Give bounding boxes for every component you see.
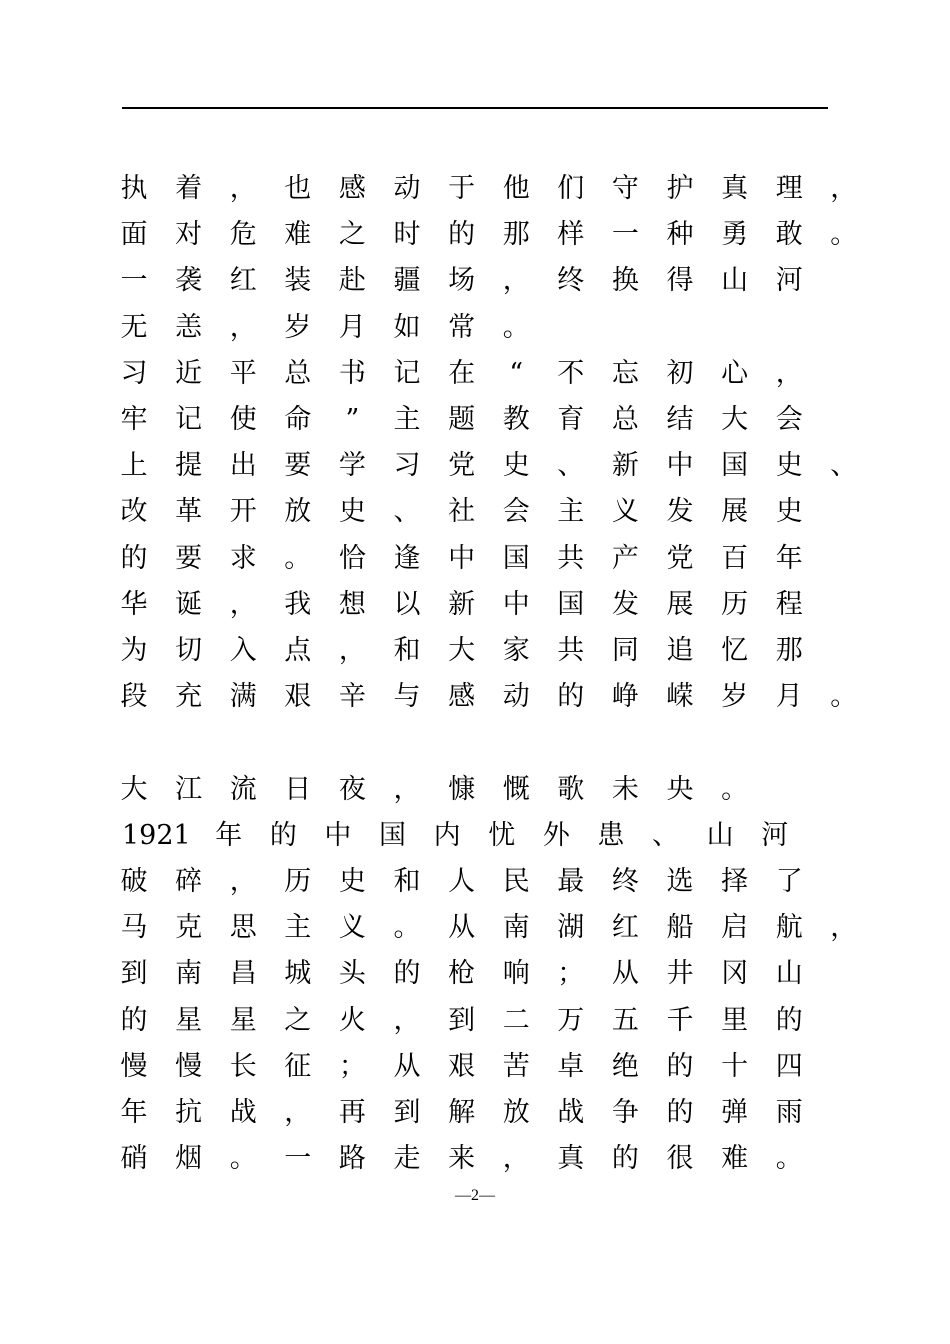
text-char: 。 — [502, 311, 530, 343]
text-char: 慨 — [502, 773, 530, 805]
text-char: 场 — [448, 265, 476, 297]
text-char: 年 — [775, 542, 803, 574]
text-char: 华 — [120, 588, 148, 620]
text-char: 日 — [284, 773, 312, 805]
text-char: 放 — [284, 496, 312, 528]
text-char: 冈 — [721, 958, 749, 990]
text-char: 逢 — [393, 542, 421, 574]
text-char: 未 — [611, 773, 639, 805]
text-char: 。 — [830, 681, 858, 713]
text-char: 十 — [721, 1050, 749, 1082]
text-char: 山 — [706, 819, 734, 851]
text-char: 破 — [120, 866, 148, 897]
text-char: 山 — [721, 265, 749, 297]
text-char: 史 — [775, 496, 803, 528]
text-char: 城 — [284, 958, 312, 990]
text-char: 、 — [557, 450, 585, 482]
text-char: ， — [502, 1143, 530, 1175]
text-char: 国 — [502, 542, 530, 574]
text-char: 择 — [721, 866, 749, 897]
text-char: 二 — [502, 1004, 530, 1036]
text-char: 中 — [448, 542, 476, 574]
text-char: 千 — [666, 1004, 694, 1036]
text-char: 到 — [120, 958, 148, 990]
text-char: 的 — [269, 819, 297, 851]
text-char: ， — [775, 357, 803, 389]
text-char: 以 — [393, 588, 421, 620]
text-char: 和 — [393, 866, 421, 897]
text-char: 选 — [666, 866, 694, 897]
text-char: ， — [229, 311, 257, 343]
text-char: 不 — [557, 357, 585, 389]
text-char: 长 — [229, 1050, 257, 1082]
text-char: 难 — [721, 1143, 749, 1175]
text-char: 他 — [502, 173, 530, 204]
text-char: 星 — [229, 1004, 257, 1036]
text-char: 史 — [338, 866, 366, 897]
text-char: 很 — [666, 1143, 694, 1175]
text-char: 如 — [393, 311, 421, 343]
text-char: 里 — [721, 1004, 749, 1036]
text-char: 五 — [611, 1004, 639, 1036]
text-char: 民 — [502, 866, 530, 897]
text-char: 中 — [502, 588, 530, 620]
text-char: 历 — [284, 866, 312, 897]
text-char: 、 — [830, 450, 858, 482]
text-char: ， — [502, 265, 530, 297]
text-char: 主 — [557, 496, 585, 528]
text-char: 。 — [721, 773, 749, 805]
text-char: 马 — [120, 912, 148, 944]
text-char: 满 — [229, 681, 257, 713]
text-char: 雨 — [775, 1097, 803, 1128]
text-char: 义 — [611, 496, 639, 528]
text-char: 总 — [284, 357, 312, 389]
text-char: 外 — [542, 819, 570, 851]
text-char: 到 — [393, 1097, 421, 1128]
text-char: 绝 — [611, 1050, 639, 1082]
text-char: 展 — [721, 496, 749, 528]
text-char: 也 — [284, 173, 312, 204]
text-char: 那 — [775, 635, 803, 666]
text-char: 常 — [448, 311, 476, 343]
text-char: ； — [557, 958, 585, 990]
text-char: 初 — [666, 357, 694, 389]
text-char: 年 — [215, 819, 243, 851]
text-char: 之 — [284, 1004, 312, 1036]
text-char: ， — [338, 635, 366, 666]
text-char: 无 — [120, 311, 148, 343]
text-char: 患 — [597, 819, 625, 851]
text-char: 的 — [448, 219, 476, 251]
text-char: 忘 — [611, 357, 639, 389]
text-char: 四 — [775, 1050, 803, 1082]
text-char: 勇 — [721, 219, 749, 251]
text-char: 同 — [611, 635, 639, 666]
text-char: 感 — [338, 173, 366, 204]
text-char: 井 — [666, 958, 694, 990]
text-char: 大 — [448, 635, 476, 666]
text-char: 中 — [666, 450, 694, 482]
text-char: 年 — [120, 1097, 148, 1128]
text-char: 改 — [120, 496, 148, 528]
text-char: 山 — [775, 958, 803, 990]
text-char: 火 — [338, 1004, 366, 1036]
text-char: 路 — [338, 1143, 366, 1175]
text-char: 。 — [830, 219, 858, 251]
text-char: 南 — [175, 958, 203, 990]
text-char: 战 — [557, 1097, 585, 1128]
text-char: 们 — [557, 173, 585, 204]
text-char: 要 — [175, 542, 203, 574]
text-char: 一 — [611, 219, 639, 251]
text-char: 求 — [229, 542, 257, 574]
text-char: 习 — [393, 450, 421, 482]
text-char: 红 — [229, 265, 257, 297]
text-char: 记 — [175, 404, 203, 435]
text-char: 新 — [448, 588, 476, 620]
text-char: 从 — [393, 1050, 421, 1082]
text-char: 忆 — [721, 635, 749, 666]
text-char: 辛 — [338, 681, 366, 713]
text-char: 终 — [557, 265, 585, 297]
text-char: 思 — [229, 912, 257, 944]
text-char: 史 — [502, 450, 530, 482]
text-char: 卓 — [557, 1050, 585, 1082]
text-char: 湖 — [557, 912, 585, 944]
text-char: 恰 — [338, 542, 366, 574]
text-char: 为 — [120, 635, 148, 666]
text-char: 义 — [338, 912, 366, 944]
text-char: 河 — [761, 819, 789, 851]
text-char: 动 — [393, 173, 421, 204]
text-char: 共 — [557, 542, 585, 574]
text-char: 对 — [175, 219, 203, 251]
text-char: 样 — [557, 219, 585, 251]
text-char: 的 — [775, 1004, 803, 1036]
text-char: 上 — [120, 450, 148, 482]
text-char: 苦 — [502, 1050, 530, 1082]
text-char: 那 — [502, 219, 530, 251]
text-char: 记 — [393, 357, 421, 389]
text-char: 船 — [666, 912, 694, 944]
text-char: 党 — [666, 542, 694, 574]
text-char: 书 — [338, 357, 366, 389]
text-char: “ — [509, 357, 524, 389]
text-char: 。 — [393, 912, 421, 944]
text-char: 碎 — [175, 866, 203, 897]
text-char: ， — [393, 773, 421, 805]
text-char: 发 — [611, 588, 639, 620]
text-char: 烟 — [175, 1143, 203, 1175]
text-char: ， — [229, 866, 257, 897]
text-char: 的 — [611, 1143, 639, 1175]
text-char: 段 — [120, 681, 148, 713]
text-char: 大 — [721, 404, 749, 435]
text-char: 恙 — [175, 311, 203, 343]
text-char: 从 — [448, 912, 476, 944]
text-char: 放 — [502, 1097, 530, 1128]
text-char: 习 — [120, 357, 148, 389]
text-char: 抗 — [175, 1097, 203, 1128]
text-char: 内 — [433, 819, 461, 851]
text-char: ， — [393, 1004, 421, 1036]
text-char: 主 — [284, 912, 312, 944]
text-char: 、 — [652, 819, 680, 851]
text-char: 诞 — [175, 588, 203, 620]
text-char: 守 — [611, 173, 639, 204]
text-char: 国 — [721, 450, 749, 482]
text-char: 育 — [557, 404, 585, 435]
text-char: 学 — [338, 450, 366, 482]
text-char: 枪 — [448, 958, 476, 990]
text-char: 的 — [393, 958, 421, 990]
text-char: 中 — [324, 819, 352, 851]
text-char: 夜 — [338, 773, 366, 805]
text-char: 点 — [284, 635, 312, 666]
text-char: 会 — [775, 404, 803, 435]
text-char: 题 — [448, 404, 476, 435]
text-char: 使 — [229, 404, 257, 435]
text-char: 到 — [448, 1004, 476, 1036]
text-char: 艰 — [284, 681, 312, 713]
text-char: 要 — [284, 450, 312, 482]
text-char: 嵘 — [666, 681, 694, 713]
text-char: 面 — [120, 219, 148, 251]
text-char: 总 — [611, 404, 639, 435]
text-char: 红 — [611, 912, 639, 944]
text-char: 南 — [502, 912, 530, 944]
text-char: 史 — [775, 450, 803, 482]
text-char: 在 — [448, 357, 476, 389]
text-char: 的 — [557, 681, 585, 713]
text-char: 理 — [775, 173, 803, 204]
text-char: 慢 — [120, 1050, 148, 1082]
text-char: 了 — [775, 866, 803, 897]
text-char: 国 — [557, 588, 585, 620]
text-char: 的 — [120, 1004, 148, 1036]
text-char: 着 — [175, 173, 203, 204]
page-number: —2— — [455, 1187, 495, 1204]
text-char: 走 — [393, 1143, 421, 1175]
text-char: 忧 — [488, 819, 516, 851]
text-char: 近 — [175, 357, 203, 389]
text-char: 终 — [611, 866, 639, 897]
text-char: 河 — [775, 265, 803, 297]
text-char: 的 — [666, 1050, 694, 1082]
text-char: 牢 — [120, 404, 148, 435]
text-char: ， — [284, 1097, 312, 1128]
text-char: 袭 — [175, 265, 203, 297]
text-char: 岁 — [284, 311, 312, 343]
text-char: 一 — [120, 265, 148, 297]
text-char: 和 — [393, 635, 421, 666]
text-char: 会 — [502, 496, 530, 528]
text-char: 社 — [448, 496, 476, 528]
text-char: 提 — [175, 450, 203, 482]
text-char: 产 — [611, 542, 639, 574]
text-char: 月 — [775, 681, 803, 713]
text-char: 岁 — [721, 681, 749, 713]
text-char: ， — [830, 912, 858, 944]
text-char: 执 — [120, 173, 148, 204]
text-char: 历 — [721, 588, 749, 620]
text-char: 家 — [502, 635, 530, 666]
text-char: 真 — [721, 173, 749, 204]
text-char: 解 — [448, 1097, 476, 1128]
text-char: 人 — [448, 866, 476, 897]
text-char: 教 — [502, 404, 530, 435]
text-char: 党 — [448, 450, 476, 482]
text-char: 的 — [666, 1097, 694, 1128]
text-char: 硝 — [120, 1143, 148, 1175]
text-char: 大 — [120, 773, 148, 805]
text-char: 开 — [229, 496, 257, 528]
text-char: 切 — [175, 635, 203, 666]
text-char: 得 — [666, 265, 694, 297]
text-char: 出 — [229, 450, 257, 482]
text-char: 响 — [502, 958, 530, 990]
text-char: ， — [229, 588, 257, 620]
text-char: 。 — [284, 542, 312, 574]
text-char: 、 — [393, 496, 421, 528]
text-char: 最 — [557, 866, 585, 897]
text-char: 1921 — [122, 819, 191, 851]
text-char: 昌 — [229, 958, 257, 990]
text-char: 头 — [338, 958, 366, 990]
text-char: 真 — [557, 1143, 585, 1175]
text-char: 心 — [721, 357, 749, 389]
text-char: 再 — [338, 1097, 366, 1128]
text-char: 展 — [666, 588, 694, 620]
text-char: 战 — [229, 1097, 257, 1128]
text-char: 峥 — [611, 681, 639, 713]
text-char: 入 — [229, 635, 257, 666]
text-char: 我 — [284, 588, 312, 620]
text-char: 慢 — [175, 1050, 203, 1082]
text-char: 主 — [393, 404, 421, 435]
text-char: 央 — [666, 773, 694, 805]
text-char: ” — [345, 404, 360, 435]
text-char: ； — [338, 1050, 366, 1082]
text-char: 克 — [175, 912, 203, 944]
text-char: 流 — [229, 773, 257, 805]
text-char: 歌 — [557, 773, 585, 805]
text-char: 史 — [338, 496, 366, 528]
text-char: 航 — [775, 912, 803, 944]
text-char: 换 — [611, 265, 639, 297]
text-char: 敢 — [775, 219, 803, 251]
text-char: 难 — [284, 219, 312, 251]
text-char: 弹 — [721, 1097, 749, 1128]
text-char: 平 — [229, 357, 257, 389]
text-char: 万 — [557, 1004, 585, 1036]
text-char: 共 — [557, 635, 585, 666]
text-char: 感 — [448, 681, 476, 713]
text-char: 危 — [229, 219, 257, 251]
text-char: 来 — [448, 1143, 476, 1175]
text-char: 结 — [666, 404, 694, 435]
text-char: 想 — [338, 588, 366, 620]
text-char: 慷 — [448, 773, 476, 805]
text-char: 与 — [393, 681, 421, 713]
text-char: 启 — [721, 912, 749, 944]
text-char: 。 — [229, 1143, 257, 1175]
text-char: 征 — [284, 1050, 312, 1082]
text-char: 疆 — [393, 265, 421, 297]
text-char: 程 — [775, 588, 803, 620]
text-char: 艰 — [448, 1050, 476, 1082]
text-char: 时 — [393, 219, 421, 251]
text-char: 追 — [666, 635, 694, 666]
text-char: 一 — [284, 1143, 312, 1175]
text-char: 争 — [611, 1097, 639, 1128]
text-char: 百 — [721, 542, 749, 574]
text-char: 动 — [502, 681, 530, 713]
text-char: 护 — [666, 173, 694, 204]
text-char: 充 — [175, 681, 203, 713]
text-char: 江 — [175, 773, 203, 805]
header-rule — [122, 107, 828, 109]
text-char: 种 — [666, 219, 694, 251]
text-char: 星 — [175, 1004, 203, 1036]
text-char: 革 — [175, 496, 203, 528]
text-char: 。 — [775, 1143, 803, 1175]
text-char: 之 — [338, 219, 366, 251]
text-char: 装 — [284, 265, 312, 297]
text-char: 赴 — [338, 265, 366, 297]
text-char: 于 — [448, 173, 476, 204]
text-char: 命 — [284, 404, 312, 435]
text-char: 国 — [379, 819, 407, 851]
text-char: 从 — [611, 958, 639, 990]
text-char: ， — [830, 173, 858, 204]
text-char: 新 — [611, 450, 639, 482]
text-char: ， — [229, 173, 257, 204]
text-char: 发 — [666, 496, 694, 528]
text-char: 的 — [120, 542, 148, 574]
text-char: 月 — [338, 311, 366, 343]
